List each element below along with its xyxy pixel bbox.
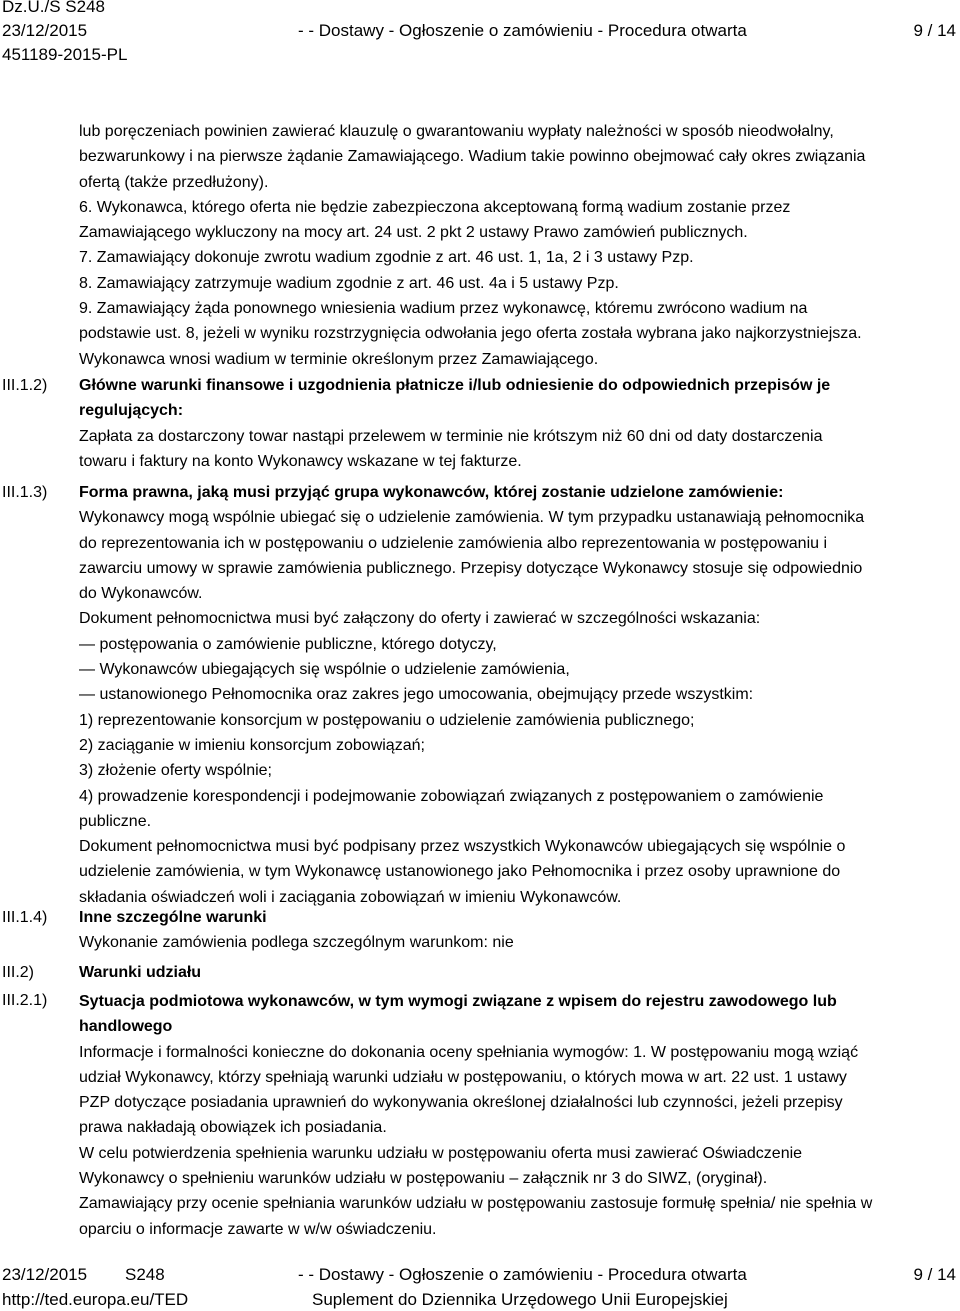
text-line: 6. Wykonawca, którego oferta nie będzie zabezpieczona akceptowaną formą wadium zostanie przez — [79, 198, 791, 216]
text-line: Wykonanie zamówienia podlega szczególnym warunkom: nie — [79, 934, 514, 952]
footer-subtitle: Suplement do Dziennika Urzędowego Unii Europejskiej — [312, 1290, 728, 1309]
footer-page-number: 9 / 14 — [913, 1265, 956, 1284]
section-heading: Forma prawna, jaką musi przyjąć grupa wykonawców, której zostanie udzielone zamówienie: — [79, 484, 784, 501]
text-line: Wykonawcy o spełnieniu warunków udziału w postępowaniu – załącznik nr 3 do SIWZ, (oryginał). — [79, 1170, 768, 1188]
section-heading: Inne szczególne warunki — [79, 909, 267, 926]
section-heading: regulujących: — [79, 402, 184, 420]
special-conditions-section — [79, 905, 959, 956]
footer-journal: S248 — [125, 1265, 165, 1284]
text-line: do Wykonawców. — [79, 585, 203, 603]
footer-date: 23/12/2015 — [2, 1265, 88, 1284]
financing-section — [79, 373, 959, 474]
text-line: oparciu o informacje zawarte w w/w oświadczeniu. — [79, 1220, 437, 1238]
text-line: Wykonawca wnosi wadium w terminie określonym przez Zamawiającego. — [79, 350, 599, 368]
section-number: III.1.3) — [2, 484, 48, 501]
list-item: 1) reprezentowanie konsorcjum w postępowaniu o udzielenie zamówienia publicznego; — [79, 711, 695, 729]
list-item: 4) prowadzenie korespondencji i podejmowanie zobowiązań związanych z postępowaniem o zamówienie — [79, 787, 824, 805]
section-number: III.2) — [2, 964, 35, 981]
participation-conditions-section — [79, 960, 959, 985]
section-heading: handlowego — [79, 1018, 173, 1036]
text-line: bezwarunkowy i na pierwsze żądanie Zamawiającego. Wadium takie powinno obejmować cały okres związania — [79, 148, 866, 166]
text-line: 8. Zamawiający zatrzymuje wadium zgodnie z art. 46 ust. 4a i 5 ustawy Pzp. — [79, 274, 619, 292]
text-line: Wykonawcy mogą wspólnie ubiegać się o udzielenie zamówienia. W tym przypadku ustanawiają pełnomocnika — [79, 509, 865, 527]
text-line: udział Wykonawcy, którzy spełniają warunki udziału w postępowaniu, o których mowa w art. 22 ust. 1 ustawy — [79, 1068, 847, 1086]
list-item: — Wykonawców ubiegających się wspólnie o udzielenie zamówienia, — [79, 661, 570, 679]
text-line: ofertą (także przedłużony). — [79, 173, 269, 191]
text-line: towaru i faktury na konto Wykonawcy wskazane w tej fakturze. — [79, 452, 522, 470]
text-line: prawa nakładają obowiązek ich posiadania. — [79, 1119, 387, 1137]
section-heading: Sytuacja podmiotowa wykonawców, w tym wymogi związane z wpisem do rejestru zawodowego lub — [79, 993, 837, 1010]
deposit-conditions — [79, 119, 959, 372]
publication-date: 23/12/2015 — [2, 21, 88, 40]
text-line: Informacje i formalności konieczne do dokonania oceny spełniania wymogów: 1. W postępowaniu mogą wziąć — [79, 1043, 859, 1061]
text-line: W celu potwierdzenia spełnienia warunku udziału w postępowaniu oferta musi zawierać Oświadczenie — [79, 1144, 803, 1162]
footer-url[interactable]: http://ted.europa.eu/TED — [2, 1290, 189, 1309]
text-line: PZP dotyczące posiadania uprawnień do wykonywania określonej działalności lub czynności, jeżeli przepisy — [79, 1094, 843, 1112]
text-line: do reprezentowania ich w postępowaniu o udzielenie zamówienia albo reprezentowania w postępowaniu i — [79, 534, 828, 552]
text-line: Zamawiającego wykluczony na mocy art. 24 ust. 2 pkt 2 ustawy Prawo zamówień publicznych. — [79, 224, 748, 242]
section-number: III.1.4) — [2, 909, 48, 926]
section-heading: Warunki udziału — [79, 964, 202, 981]
personal-situation-section — [79, 989, 959, 1242]
text-line: zawarciu umowy w sprawie zamówienia publicznego. Przepisy dotyczące Wykonawcy stosuje się odpowiednio — [79, 559, 863, 577]
section-number: III.1.2) — [2, 377, 48, 394]
list-item: — postępowania o zamówienie publiczne, którego dotyczy, — [79, 635, 497, 653]
text-line: udzielenie zamówienia, w tym Wykonawcę ustanowionego jako Pełnomocnika i przez osoby uprawnione do — [79, 863, 841, 881]
list-item: 3) złożenie oferty wspólnie; — [79, 762, 272, 780]
header-title: - - Dostawy - Ogłoszenie o zamówieniu - Procedura otwarta — [298, 21, 747, 40]
text-line: Dokument pełnomocnictwa musi być podpisany przez wszystkich Wykonawców ubiegających się wspólnie o — [79, 838, 846, 856]
footer-title: - - Dostawy - Ogłoszenie o zamówieniu - Procedura otwarta — [298, 1265, 747, 1284]
list-item: — ustanowionego Pełnomocnika oraz zakres jego umocowania, obejmujący przede wszystkim: — [79, 686, 754, 704]
notice-number: 451189-2015-PL — [2, 45, 128, 64]
section-number: III.2.1) — [2, 992, 48, 1009]
text-line: Zapłata za dostarczony towar nastąpi przelewem w terminie nie krótszym niż 60 dni od daty dostarczenia — [79, 427, 823, 445]
list-item: 2) zaciąganie w imieniu konsorcjum zobowiązań; — [79, 736, 425, 754]
journal-ref: Dz.U./S S248 — [2, 0, 105, 16]
section-heading: Główne warunki finansowe i uzgodnienia płatnicze i/lub odniesienie do odpowiednich przepisów je — [79, 377, 831, 394]
text-line: Dokument pełnomocnictwa musi być załączony do oferty i zawierać w szczególności wskazania: — [79, 610, 761, 628]
text-line: Zamawiający przy ocenie spełniania warunków udziału w postępowaniu zastosuje formułę spełnia/ nie spełnia w — [79, 1195, 873, 1213]
text-line: publiczne. — [79, 812, 152, 830]
text-line: podstawie ust. 8, jeżeli w wyniku rozstrzygnięcia odwołania jego oferta została wybrana jako najkorzystniejsza. — [79, 325, 862, 343]
text-line: lub poręczeniach powinien zawierać klauzulę o gwarantowaniu wypłaty należności w sposób nieodwołalny, — [79, 123, 834, 140]
page-number: 9 / 14 — [913, 21, 956, 40]
legal-form-section — [79, 480, 959, 910]
text-line: 9. Zamawiający żąda ponownego wniesienia wadium przez wykonawcę, któremu zwrócono wadium na — [79, 300, 808, 318]
text-line: składania oświadczeń woli i zaciągania zobowiązań w imieniu Wykonawców. — [79, 888, 622, 906]
text-line: 7. Zamawiający dokonuje zwrotu wadium zgodnie z art. 46 ust. 1, 1a, 2 i 3 ustawy Pzp. — [79, 249, 694, 267]
